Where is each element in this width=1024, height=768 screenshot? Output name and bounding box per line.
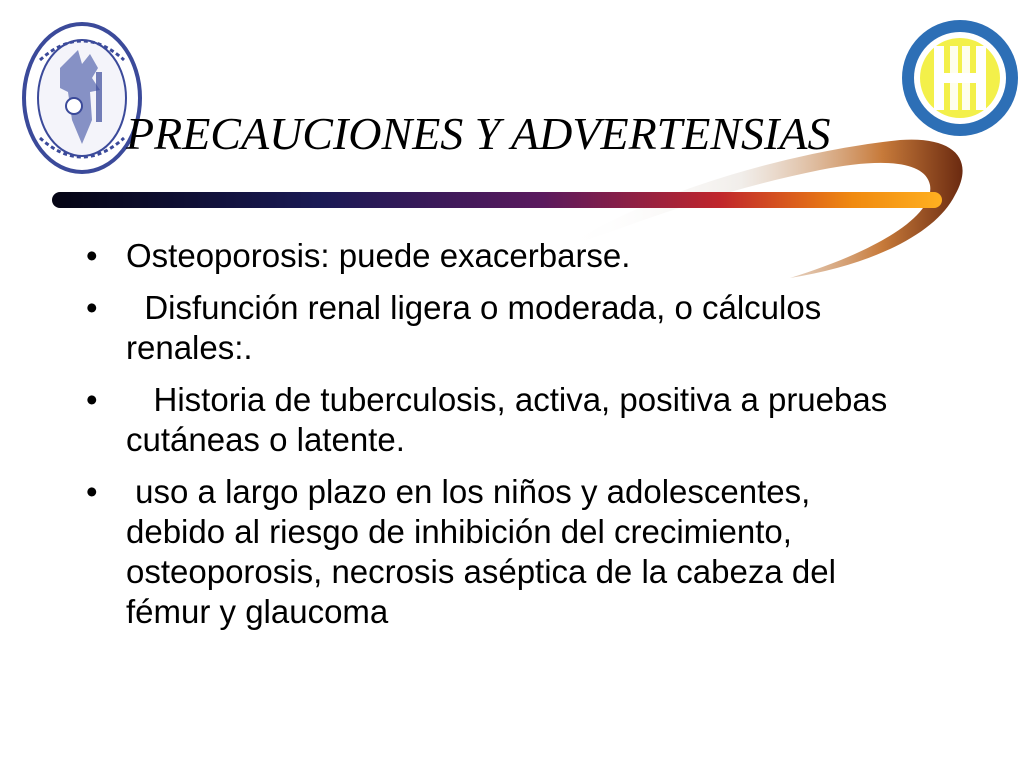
- bullet-dot: •: [86, 381, 98, 418]
- bullet-item: [86, 472, 916, 632]
- bullet-item: [86, 288, 916, 368]
- bullet-dot: •: [86, 473, 98, 510]
- slide-title: PRECAUCIONES Y ADVERTENSIAS: [126, 108, 831, 159]
- bullet-text: Osteoporosis: puede exacerbarse.: [126, 237, 631, 274]
- bullet-item: [86, 236, 916, 276]
- bullet-item: [86, 380, 916, 460]
- bullet-text: Historia de tuberculosis, activa, positiva a pruebas cutáneas o latente.: [126, 381, 897, 458]
- bullet-dot: •: [86, 289, 98, 326]
- gradient-bar: [52, 192, 942, 208]
- bullet-text: uso a largo plazo en los niños y adolescentes, debido al riesgo de inhibición del crecimiento, osteoporosis, necrosis aséptica de la cabeza del fémur y glaucoma: [126, 473, 846, 630]
- bullet-list: [86, 236, 916, 644]
- bullet-text: Disfunción renal ligera o moderada, o cálculos renales:.: [126, 289, 831, 366]
- bullet-dot: •: [86, 237, 98, 274]
